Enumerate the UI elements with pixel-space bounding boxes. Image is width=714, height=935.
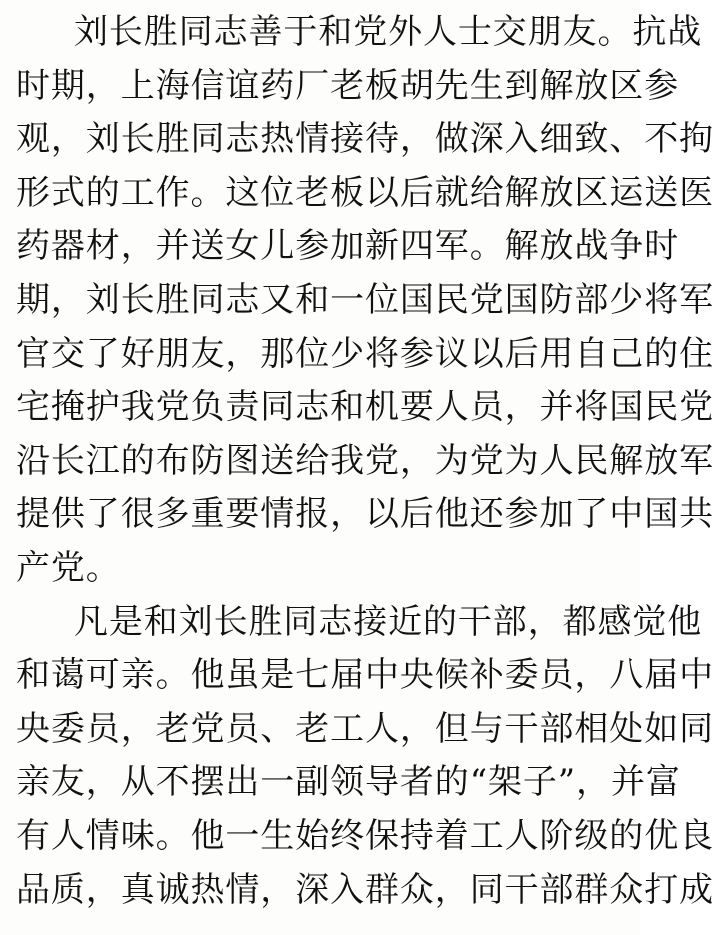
text-line: 观，刘长胜同志热情接待，做深入细致、不拘 xyxy=(16,119,714,160)
text-line: 央委员，老党员、老工人，但与干部相处如同 xyxy=(16,708,714,749)
text-line: 宅掩护我党负责同志和机要人员，并将国民党 xyxy=(16,387,714,428)
text-line: 凡是和刘长胜同志接近的干部，都感觉他 xyxy=(74,601,703,642)
text-line: 品质，真诚热情，深入群众，同干部群众打成 xyxy=(16,869,714,910)
text-line: 产党。 xyxy=(16,547,121,588)
text-line: 和蔼可亲。他虽是七届中央候补委员，八届中 xyxy=(16,655,714,696)
text-line: 官交了好朋友，那位少将参议以后用自己的住 xyxy=(16,333,714,374)
text-line: 形式的工作。这位老板以后就给解放区运送医 xyxy=(16,172,714,213)
text-line: 有人情味。他一生始终保持着工人阶级的优良 xyxy=(16,815,714,856)
text-line: 时期，上海信谊药厂老板胡先生到解放区参 xyxy=(16,65,680,106)
text-line: 亲友，从不摆出一副领导者的“架子”，并富 xyxy=(16,762,681,803)
text-line: 提供了很多重要情报，以后他还参加了中国共 xyxy=(16,494,714,535)
text-line: 期，刘长胜同志又和一位国民党国防部少将军 xyxy=(16,279,714,320)
text-line: 沿长江的布防图送给我党，为党为人民解放军 xyxy=(16,440,714,481)
text-line: 药器材，并送女儿参加新四军。解放战争时 xyxy=(16,226,680,267)
body-text xyxy=(16,6,714,917)
text-line: 刘长胜同志善于和党外人士交朋友。抗战 xyxy=(74,12,703,52)
